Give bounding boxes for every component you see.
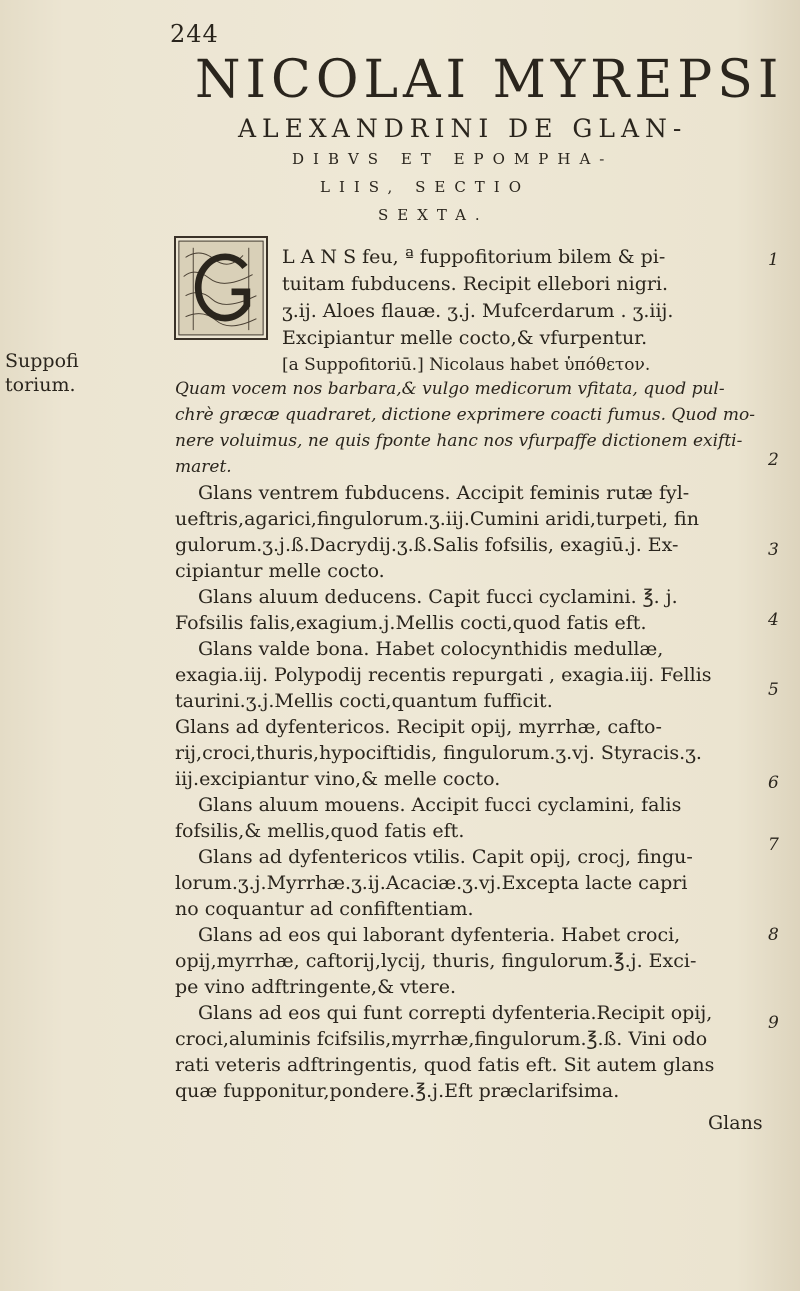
text-line: Quam vocem nos barbara,& vulgo medicorum vfitata, quod pul- <box>175 379 725 399</box>
text-line: gulorum.ʒ.j.ß.Dacrydij.ʒ.ß.Salis fofsilis, exagiū.j. Ex- <box>175 534 679 556</box>
text-line: rati veteris adftringentis, quod fatis eft. Sit autem glans <box>175 1054 715 1076</box>
title-line-5: SEXTA. <box>378 206 489 224</box>
margin-number: 7 <box>768 835 779 855</box>
margin-number: 3 <box>768 540 779 560</box>
text-line: rij,croci,thuris,hypociftidis, fingulorum.ʒ.vj. Styracis.ʒ. <box>175 742 702 764</box>
margin-number: 2 <box>768 450 779 470</box>
text-line: Glans ventrem fubducens. Accipit feminis rutæ fyl- <box>198 482 690 504</box>
text-line: Glans ad dyfentericos vtilis. Capit opij, crocj, fingu- <box>198 846 693 868</box>
ornament-icon <box>176 238 266 338</box>
text-line: taurini.ʒ.j.Mellis cocti,quantum fufficit. <box>175 690 553 712</box>
text-line: [a Suppofitoriū.] Nicolaus habet ὑπόθετον. <box>282 355 651 375</box>
text-line: Excipiantur melle cocto,& vfurpentur. <box>282 327 648 349</box>
text-line: lorum.ʒ.j.Myrrhæ.ʒ.ij.Acaciæ.ʒ.vj.Excepta lacte capri <box>175 872 688 894</box>
marginal-note-line-2: torium. <box>5 374 76 396</box>
text-line: Glans aluum deducens. Capit fucci cyclamini. ℥. j. <box>198 586 678 608</box>
margin-number: 1 <box>768 250 779 270</box>
text-line: Fofsilis falis,exagium.j.Mellis cocti,quod fatis eft. <box>175 612 647 634</box>
text-line: ueftris,agarici,fingulorum.ʒ.iij.Cumini aridi,turpeti, fin <box>175 508 699 530</box>
margin-number: 4 <box>768 610 779 630</box>
text-line: fofsilis,& mellis,quod fatis eft. <box>175 820 465 842</box>
text-line: pe vino adftringente,& vtere. <box>175 976 457 998</box>
margin-number: 5 <box>768 680 779 700</box>
text-line: ʒ.ij. Aloes flauæ. ʒ.j. Mufcerdarum . ʒ.iij. <box>282 300 674 322</box>
text-line: chrè græcæ quadraret, dictione exprimere coacti fumus. Quod mo- <box>175 405 755 425</box>
catchword: Glans <box>708 1112 763 1134</box>
text-line: Glans aluum mouens. Accipit fucci cyclamini, falis <box>198 794 682 816</box>
marginal-note-line-1: Suppofi <box>5 350 79 372</box>
text-line: Glans ad dyfentericos. Recipit opij, myrrhæ, cafto- <box>175 716 662 738</box>
title-line-3: DIBVS ET EPOMPHA- <box>292 150 614 168</box>
margin-number: 8 <box>768 925 779 945</box>
text-line: croci,aluminis fcifsilis,myrrhæ,fingulorum.℥.ß. Vini odo <box>175 1028 708 1050</box>
text-line: Glans valde bona. Habet colocynthidis medullæ, <box>198 638 664 660</box>
text-line: maret. <box>175 457 232 477</box>
title-line-4: LIIS, SECTIO <box>320 178 531 196</box>
decorated-initial-g <box>174 236 268 340</box>
margin-number: 9 <box>768 1013 779 1033</box>
title-line-1: NICOLAI MYREPSI <box>195 50 784 110</box>
title-line-2: ALEXANDRINI DE GLAN- <box>238 114 688 143</box>
page-number: 244 <box>170 20 219 48</box>
text-line: iij.excipiantur vino,& melle cocto. <box>175 768 501 790</box>
text-line: opij,myrrhæ, caftorij,lycij, thuris, fingulorum.℥.j. Exci- <box>175 950 697 972</box>
text-line: L A N S feu, ª fuppofitorium bilem & pi- <box>282 246 666 268</box>
text-line: Glans ad eos qui funt correpti dyfenteria.Recipit opij, <box>198 1002 713 1024</box>
text-line: exagia.iij. Polypodij recentis repurgati , exagia.iij. Fellis <box>175 664 712 686</box>
margin-number: 6 <box>768 773 779 793</box>
text-line: quæ fupponitur,pondere.℥.j.Eft præclarifsima. <box>175 1080 620 1102</box>
text-line: cipiantur melle cocto. <box>175 560 385 582</box>
text-line: no coquantur ad confiftentiam. <box>175 898 474 920</box>
text-line: tuitam fubducens. Recipit ellebori nigri. <box>282 273 669 295</box>
text-line: nere voluimus, ne quis fponte hanc nos vfurpaffe dictionem exifti- <box>175 431 743 451</box>
text-line: Glans ad eos qui laborant dyfenteria. Habet croci, <box>198 924 681 946</box>
